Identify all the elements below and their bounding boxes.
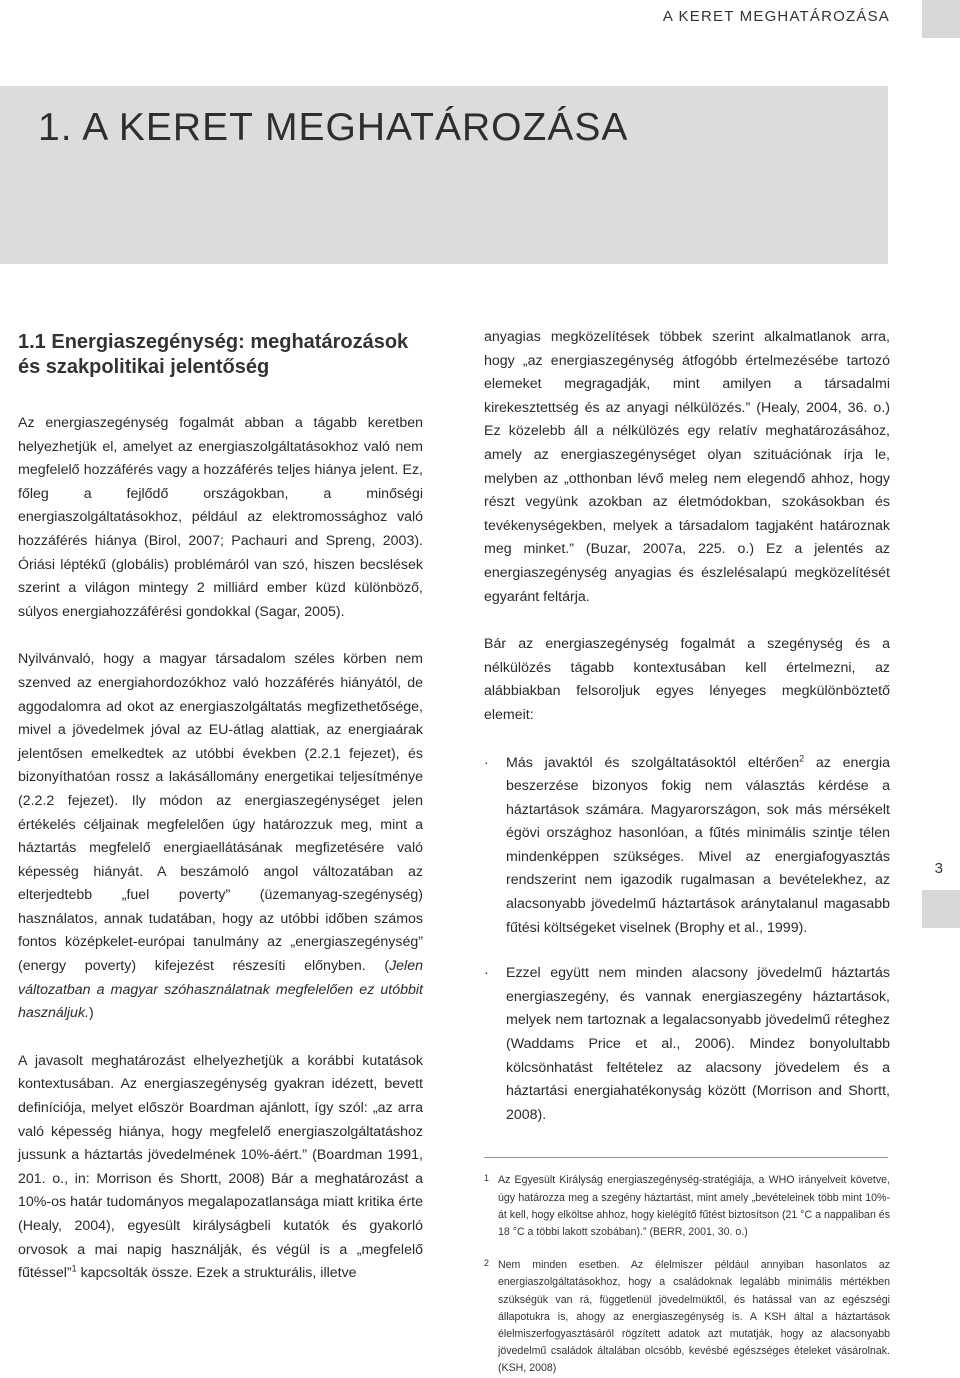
bullet-dot: · [484,965,489,982]
bullet-item [484,962,890,1127]
section-title [18,330,423,380]
bullet-text: Ezzel együtt nem minden alacsony jövedelmű háztartás energiaszegény, és vannak energiaszegény háztartások, melyek nem tartoznak a legalacsonyabb jövedelmű réteghez (Waddams Price et al., 2006). Mindez bonyolultabb kölcsönhatást feltételez az alacsony jövedelem és a háztartási energiahatékonyság között (Morrison and Shortt, 2008). [506,965,890,1123]
footnote [484,1257,890,1377]
paragraph-text: Nyilvánvaló, hogy a magyar társadalom széles körben nem szenved az energiahordozókhoz való hozzáférés hiányától, de aggodalomra ad okot az energiaszolgáltatás megfizethetősége, mivel a jövedelmek jóval az EU-átlag alattiak, az energiaárak jelentősen emelkedtek az utóbbi években (2.2.1 fejezet), és bizonyíthatóan rossz a lakásállomány energetikai teljesítménye (2.2.2 fejezet). Ily módon az energiaszegénységet jelen értékelés céljainak megfelelően úgy határozzuk meg, mint a háztartás megfelelő energiaellátásának megfizetésére való képesség hiányát. A beszámoló angol változatában az elterjedtebb „fuel poverty” (üzemanyag-szegénység) használatos, annak tudatában, hogy az utóbbi időben számos fontos középkelet-európai tanulmány az „energiaszegénység” (energy poverty) kifejezést részesíti előnyben. ( [18,651,423,975]
paragraph-text: A javasolt meghatározást elhelyezhetjük a korábbi kutatások kontextusában. Az energiaszegénység gyakran idézett, bevett definíciója, melyet először Boardman ajánlott, így szól: „az arra való képesség hiánya, hogy megfelelő energiaszolgáltatáshoz jussunk a háztartás jövedelmének 10%-áért.” (Boardman 1991, 201. o., in: Morrison és Shortt, 2008) Bár a meghatározást a 10%-os határ tudományos megalapozatlansága miatt kritika érte (Healy, 2004), egyesült királyságbeli kutatók és gyakorló orvosok a mai napig használják, és végül is a „megfelelő fűtéssel” [18,1052,423,1282]
footnote-number: 1 [484,1173,490,1184]
paragraph-text: ) [88,1005,94,1022]
page-number: 3 [934,860,943,877]
paragraph: anyagias megközelítések többek szerint alkalmatlanok arra, hogy „az energiaszegénység átfogóbb értelmezésébe tartozó elemeket megragadják, mint amilyen a társadalmi kirekesztettség és az anyagi nélkülözés.” (Healy, 2004, 36. o.) Ez közelebb áll a nélkülözés egy relatív meghatározásához, amely az energiaszegénységet olyan szituációnak írja le, melyben az „otthonban lévő meleg nem elegendő ahhoz, hogy részt vegyünk azokban az életmódokban, szokásokban és tevékenységekben, melyek a társadalom tagjaként határoznak meg minket.” (Buzar, 2007a, 225. o.) Ez a jelentés az energiaszegénység anyagias és észlelésalapú megközelítését egyaránt feltárja. [484,329,890,605]
side-tab-block [922,890,960,928]
paragraph: Az energiaszegénység fogalmát abban a tágabb keretben helyezhetjük el, amelyet az energiaszolgáltatásokhoz való nem megfelelő hozzáférés vagy a hozzáférés teljes hiánya jelent. Ez, főleg a fejlődő országokban, a minőségi energiaszolgáltatásokhoz, például az elektromossághoz való hozzáférés hiánya (Birol, 2007; Pachauri and Spreng, 2003). Óriási léptékű (globális) problémáról van szó, hiszen becslések szerint a világon mintegy 2 milliárd ember küzd különböző, súlyos energiahozzáférési gondokkal (Sagar, 2005). [18,415,423,620]
header-tab-block [922,0,960,38]
italic-note: Jelen változatban a magyar szóhasználatnak megfelelően ez utóbbit használjuk. [18,958,423,1022]
footnote-ref[interactable]: 2 [799,752,805,763]
bullet-text: Más javaktól és szolgáltatásoktól eltérően [506,754,800,771]
footnote-rule [484,1157,888,1158]
bullet-item [484,752,890,941]
paragraph [18,648,423,1026]
bullet-text: az energia beszerzése bizonyos fokig nem választás kérdése a háztartások számára. Magyarországon, sok más mérsékelt égövi országhoz hasonlóan, a fűtés minimális szintje télen mindenképpen szükséges. Mivel az energiafogyasztás rendszerint nem igazodik rugalmasan a bevételekhez, az alacsonyabb jövedelmű háztartások aránytalanul magasabb fűtési költségeket viselnek (Brophy et al., 1999). [506,754,890,936]
left-column [18,330,423,1286]
footnote-text: Nem minden esetben. Az élelmiszer például annyiban hasonlatos az energiaszolgáltatásokhoz, hogy a családoknak legalább minimális mértékben szükségük van rá, függetlenül jövedelmüktől, és hatással van az egészségi állapotukra is, ahogy az energiaszegénység is. A KSH által a háztartások élelmiszerfogyasztásáról rögzített adatok azt mutatják, hogy az alacsonyabb jövedelmű családok általában olcsóbb, kevésbé egészséges ételeket vásárolnak. (KSH, 2008) [498,1259,890,1375]
chapter-title: 1. A KERET MEGHATÁROZÁSA [38,106,629,149]
paragraph-text: kapcsolták össze. Ezek a strukturális, illetve [76,1265,357,1282]
footnote-ref[interactable]: 1 [71,1263,77,1274]
footnote [484,1172,890,1241]
running-header: A KERET MEGHATÁROZÁSA [662,8,890,25]
footnote-number: 2 [484,1258,490,1269]
section-title-line-1: 1.1 Energiaszegénység: meghatározások [18,331,409,353]
paragraph [18,1050,423,1286]
right-column [484,326,890,1378]
footnote-text: Az Egyesült Királyság energiaszegénység-stratégiája, a WHO irányelveit követve, úgy határozza meg a szegény háztartást, mint amely „bevételeinek több mint 10%-át kell, hogy elköltse ahhoz, hogy kielégítő fűtést biztosítson (21 °C a nappaliban és 18 °C a többi lakott szobában).” (BERR, 2001, 30. o.) [498,1174,890,1239]
paragraph: Bár az energiaszegénység fogalmát a szegénység és a nélkülözés tágabb kontextusában kell értelmezni, az alábbiakban felsoroljuk egyes lényeges megkülönböztető elemeit: [484,636,890,723]
bullet-dot: · [484,754,489,771]
section-title-line-2: és szakpolitikai jelentőség [18,356,270,378]
